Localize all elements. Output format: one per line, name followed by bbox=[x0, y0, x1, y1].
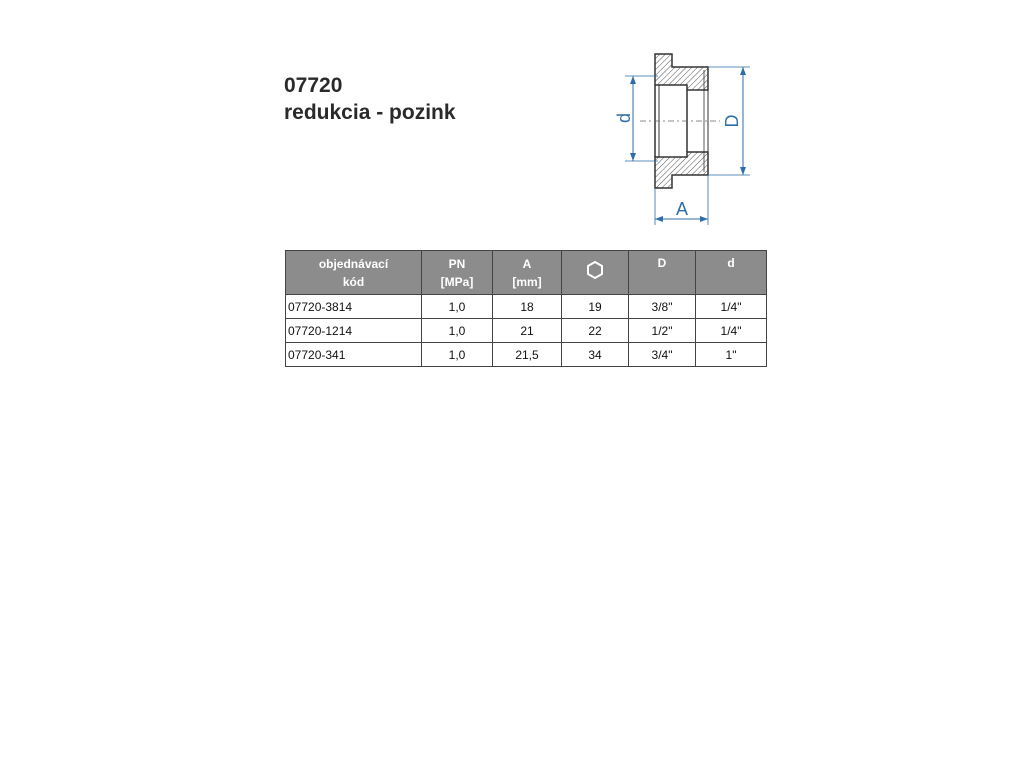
header-D: D bbox=[629, 251, 696, 295]
cell-D: 3/4" bbox=[629, 343, 696, 367]
dim-label-D: D bbox=[722, 114, 742, 128]
technical-drawing bbox=[600, 40, 770, 230]
dim-label-A: A bbox=[675, 199, 689, 219]
table-row bbox=[286, 319, 767, 343]
cell-code: 07720-3814 bbox=[286, 295, 422, 319]
table-row bbox=[286, 295, 767, 319]
cell-D: 1/2" bbox=[629, 319, 696, 343]
cell-a: 21,5 bbox=[493, 343, 562, 367]
cell-a: 21 bbox=[493, 319, 562, 343]
product-title bbox=[284, 72, 456, 127]
product-code: 07720 bbox=[284, 74, 343, 97]
header-pn: PN [MPa] bbox=[422, 251, 493, 295]
cell-hex: 19 bbox=[562, 295, 629, 319]
cell-code: 07720-341 bbox=[286, 343, 422, 367]
cell-D: 3/8" bbox=[629, 295, 696, 319]
cell-code: 07720-1214 bbox=[286, 319, 422, 343]
dim-label-d: d bbox=[614, 112, 634, 124]
cell-hex: 22 bbox=[562, 319, 629, 343]
cell-d: 1/4" bbox=[696, 319, 767, 343]
table-row bbox=[286, 343, 767, 367]
product-name: redukcia - pozink bbox=[284, 101, 456, 125]
cell-hex: 34 bbox=[562, 343, 629, 367]
header-d: d bbox=[696, 251, 767, 295]
header-hex bbox=[562, 251, 629, 295]
cell-pn: 1,0 bbox=[422, 319, 493, 343]
table-header-row bbox=[286, 251, 767, 295]
header-a: A [mm] bbox=[493, 251, 562, 295]
hexagon-icon bbox=[585, 260, 605, 280]
header-order-code: objednávací kód bbox=[286, 251, 422, 295]
cell-pn: 1,0 bbox=[422, 343, 493, 367]
cell-d: 1" bbox=[696, 343, 767, 367]
cell-d: 1/4" bbox=[696, 295, 767, 319]
spec-table bbox=[285, 250, 767, 367]
cell-pn: 1,0 bbox=[422, 295, 493, 319]
cell-a: 18 bbox=[493, 295, 562, 319]
